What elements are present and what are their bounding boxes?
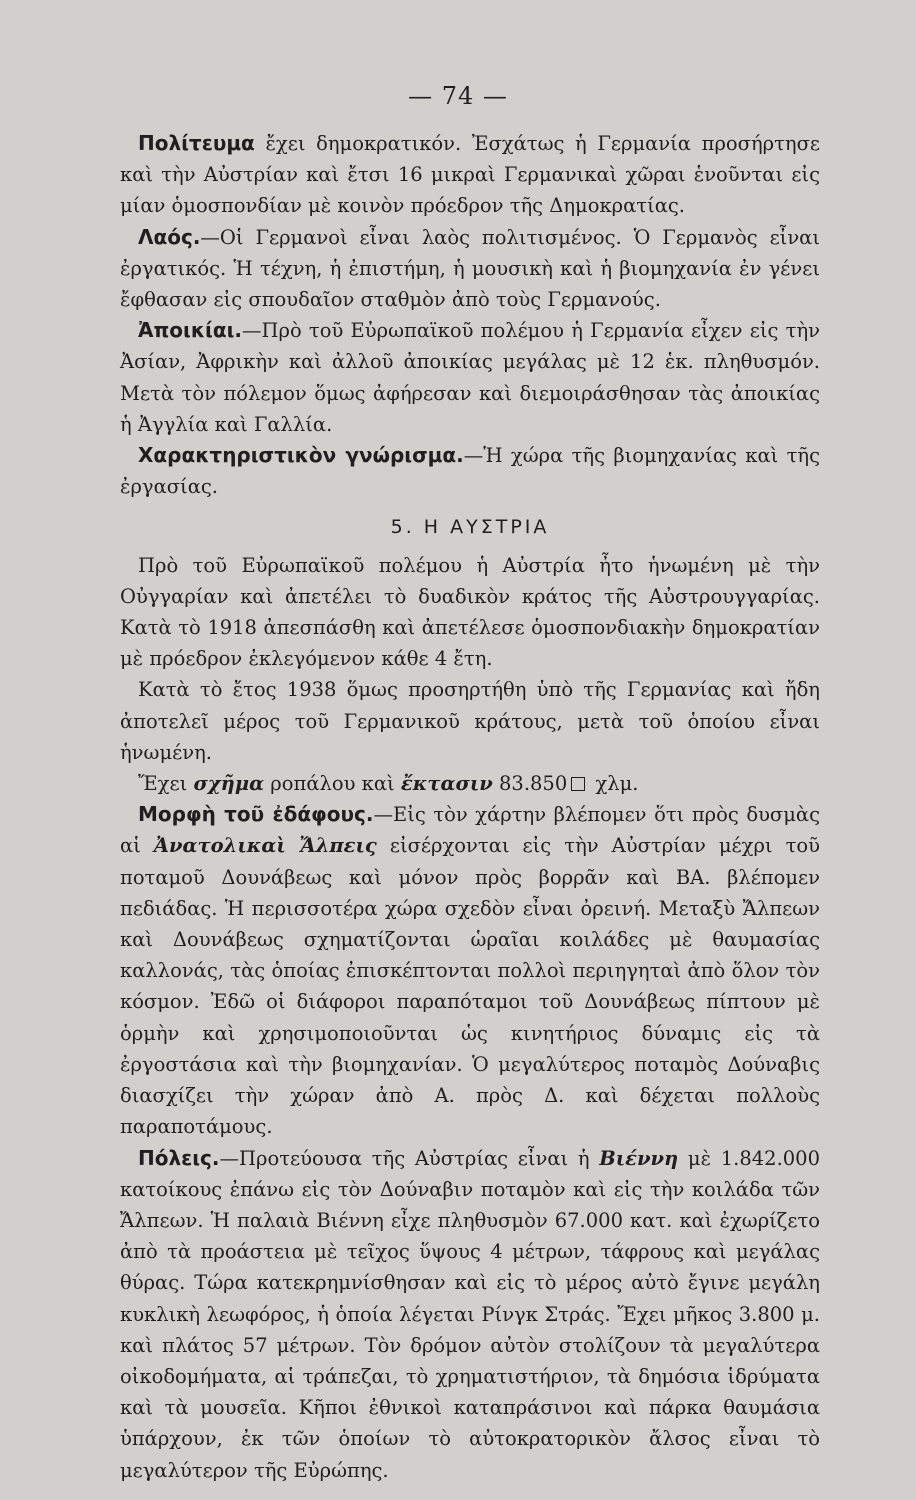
paragraph-politevma [120,128,820,222]
paragraph-text: —Πρὸ τοῦ Εὐρωπαϊκοῦ πολέμου ἡ Γερμανία εἶχεν εἰς τὴν Ἀσίαν, Ἀφρικὴν καὶ ἀλλοῦ ἀποικίας μεγάλας μὲ 12 ἑκ. πληθυσμόν. Μετὰ τὸν πόλεμον ὅμως ἀφήρεσαν καὶ διεμοιράσθησαν τὰς ἀποικίας ἡ Ἀγγλία καὶ Γαλλία. [120,319,820,436]
paragraph-annexation: Κατὰ τὸ ἔτος 1938 ὅμως προσηρτήθη ὑπὸ τῆς Γερμανίας καὶ ἤδη ἀποτελεῖ μέρος τοῦ Γερμανικοῦ κράτους, μετὰ τοῦ ὁποίου εἶναι ἡνωμένη. [120,678,820,764]
paragraph-text: —Οἱ Γερμανοὶ εἶναι λαὸς πολιτισμένος. Ὁ Γερμανὸς εἶναι ἐργατικός. Ἡ τέχνη, ἡ ἐπιστήμη, ἡ μουσικὴ καὶ ἡ βιομηχανία ἐν γένει ἔφθασαν εἰς σπουδαῖον σταθμὸν ἀπὸ τοὺς Γερμανούς. [120,225,820,312]
paragraph-apoikiai [120,315,820,440]
paragraph-austria-history: Πρὸ τοῦ Εὐρωπαϊκοῦ πολέμου ἡ Αὐστρία ἦτο ἡνωμένη μὲ τὴν Οὐγγαρίαν καὶ ἀπετέλει τὸ δυαδικὸν κράτος τῆς Αὐστρουγγαρίας. Κατὰ τὸ 1918 ἀπεσπάσθη καὶ ἀπετέλεσε ὁμοσπονδιακὴν δημοκρατίαν μὲ πρόεδρον ἐκλεγόμενον κάθε 4 ἔτη. [120,553,820,671]
paragraph-text: —Ἡ χώρα τῆς βιομηχανίας καὶ τῆς ἐργασίας. [120,444,820,499]
paragraph-laos [120,222,820,316]
area-unit: χλμ. [589,772,639,796]
emphasis-shape: σχῆμα [193,772,265,796]
heading-charaktiristikon: Χαρακτηριστικὸν γνώρισμα. [138,443,464,468]
emphasis-alps: Ἀνατολικαὶ Ἄλπεις [153,834,377,858]
paragraph-shape-area [120,768,820,799]
section-title: 5. Η ΑΥΣΤΡΙΑ [390,516,550,539]
text-run: εἰσέρχονται εἰς τὴν Αὐστρίαν μέχρι τοῦ ποταμοῦ Δουνάβεως καὶ μόνον πρὸς βορρᾶν καὶ ΒΑ. βλέπομεν πεδιάδας. Ἡ περισσοτέρα χώρα σχεδὸν εἶναι ὀρεινή. Μεταξὺ Ἄλπεων καὶ Δουνάβεως σχηματίζονται ὡραῖαι κοιλάδες μὲ θαυμασίας καλλονάς, τὰς ὁποίας ἐπισκέπτονται πολλοὶ περιηγηταὶ ἀπὸ ὅλον τὸν κόσμον. Ἐδῶ οἱ διάφοροι παραπόταμοι τοῦ Δουνάβεως πίπτουν μὲ ὁρμὴν καὶ χρησιμοποιοῦνται ὡς κινητήριος δύναμις εἰς τὰ ἐργοστάσια καὶ τὴν βιομηχανίαν. Ὁ μεγαλύτερος ποταμὸς Δούναβις διασχίζει τὴν χώραν ἀπὸ Α. πρὸς Δ. καὶ δέχεται πολλοὺς παραποτάμους. [120,834,821,1139]
text-run: Ἔχει [138,772,194,796]
page-body [120,128,820,1486]
text-run: μὲ 1.842.000 κατοίκους ἐπάνω εἰς τὸν Δούναβιν ποταμὸν καὶ εἰς τὴν κοιλάδα τῶν Ἄλπεων. Ἡ παλαιὰ Βιέννη εἶχε πληθυσμὸν 67.000 κατ. καὶ ἐχωρίζετο ἀπὸ τὰ προάστεια μὲ τεῖχος ὕψους 4 μέτρων, τάφρους καὶ μεγάλας θύρας. Τώρα κατεκρημνίσθησαν καὶ εἰς τὸ μέρος αὐτὸ ἔγινε μεγάλη κυκλικὴ λεωφόρος, ἡ ὁποία λέγεται Ρίνγκ Στράς. Ἔχει μῆκος 3.800 μ. καὶ πλάτος 57 μέτρων. Τὸν δρόμον αὐτὸν στολίζουν τὰ μεγαλύτερα οἰκοδομήματα, αἱ τράπεζαι, τὸ χρηματιστήριον, τὰ δημόσια ἱδρύματα καὶ τὰ μουσεῖα. Κῆποι ἐθνικοὶ καταπράσινοι καὶ πάρκα θαυμάσια ὑπάρχουν, ἐκ τῶν ὁποίων τὸ αὐτοκρατορικὸν ἄλσος εἶναι τὸ μεγαλύτερον τῆς Εὐρώπης. [120,1146,820,1482]
page-number: — 74 — [408,82,508,110]
emphasis-vienna: Βιέννη [599,1146,679,1170]
text-run: ροπάλου καὶ [264,772,401,796]
heading-politevma: Πολίτευμα [138,131,255,155]
text-run: —Εἰς τὸν χάρτην βλέπομεν ὅτι πρὸς δυσμὰς αἱ [120,803,820,858]
area-value: 83.850 [492,772,568,796]
emphasis-area: ἔκτασιν [400,772,493,796]
text-run: —Προτεύουσα τῆς Αὐστρίας εἶναι ἡ [219,1146,600,1170]
paragraph-text: ἔχει δημοκρατικόν. Ἐσχάτως ἡ Γερμανία προσήρτησε καὶ τὴν Αὐστρίαν καὶ ἔτσι 16 μικραὶ Γερμανικαὶ χῶραι ἑνοῦνται εἰς μίαν ὁμοσπονδίαν μὲ κοινὸν πρόεδρον τῆς Δημοκρατίας. [120,132,820,218]
square-symbol-icon [571,777,585,791]
paragraph-cities [120,1143,820,1486]
paragraph-charaktiristikon [120,440,820,502]
heading-apoikiai: Ἀποικίαι. [138,318,242,343]
heading-laos: Λαός. [138,224,201,249]
paragraph-relief [120,799,820,1142]
heading-cities: Πόλεις. [138,1145,220,1170]
heading-relief: Μορφὴ τοῦ ἐδάφους. [138,802,374,827]
